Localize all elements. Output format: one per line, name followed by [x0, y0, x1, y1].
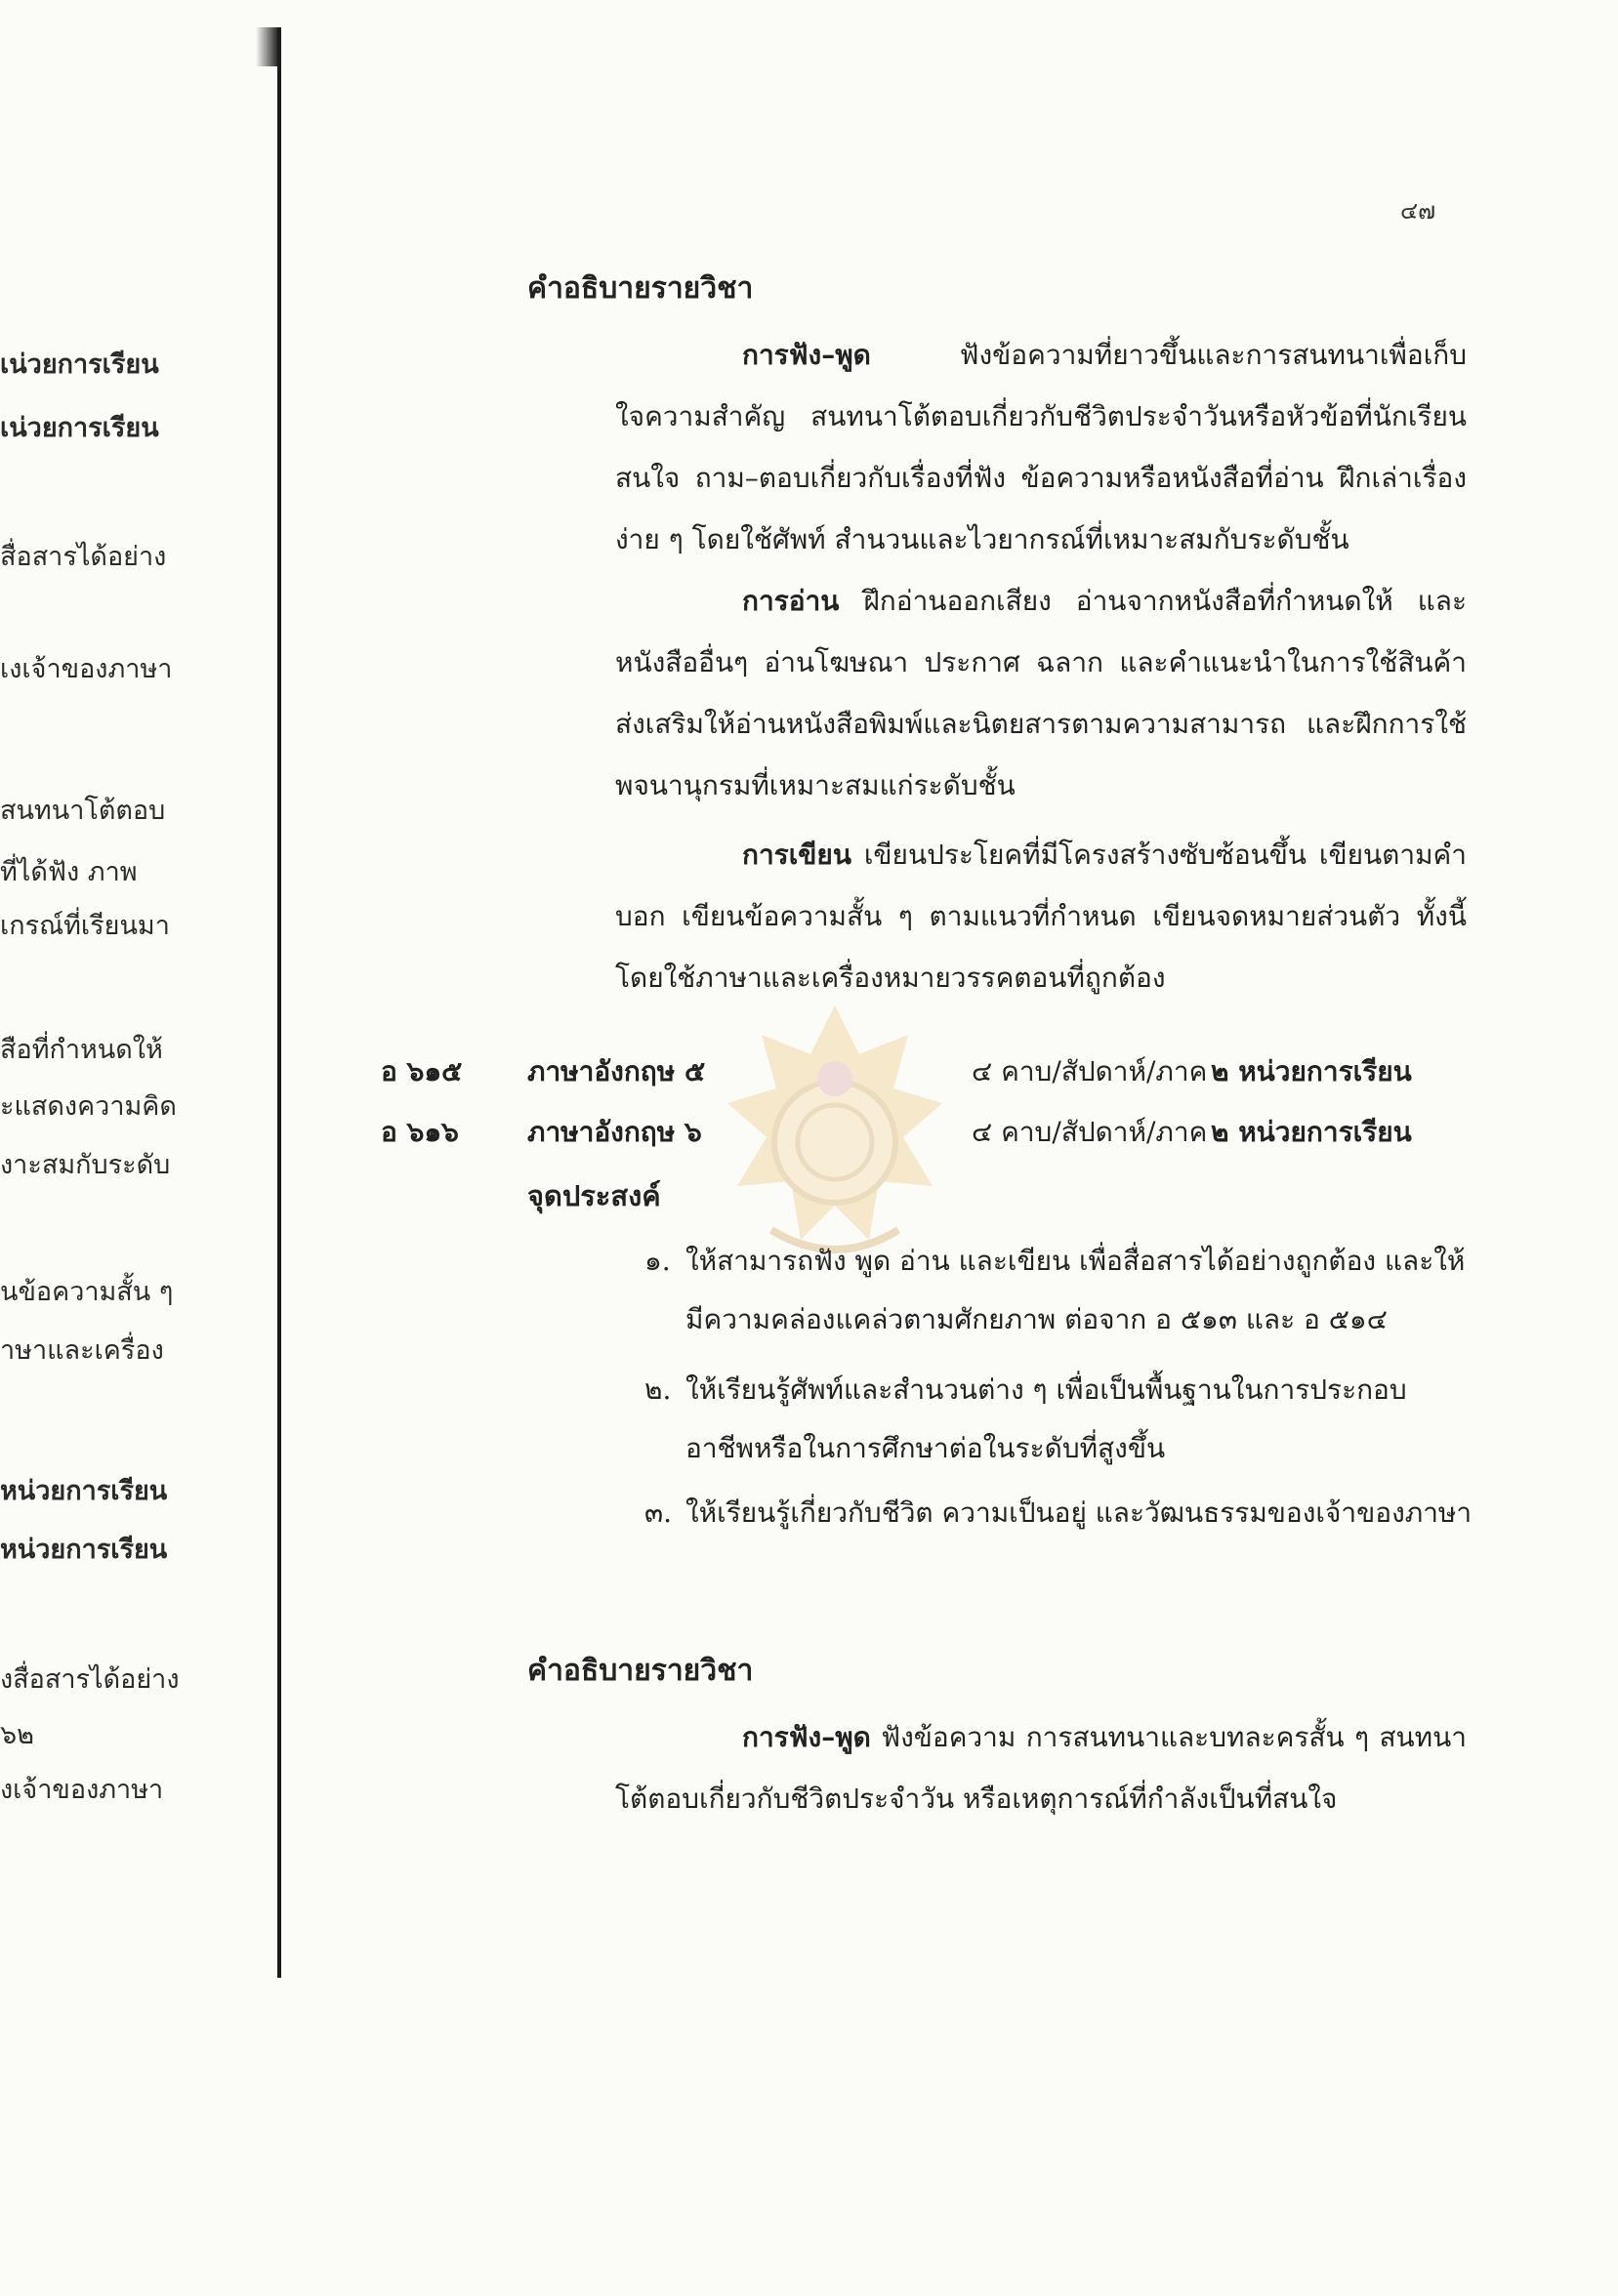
paragraph-lead: การฟัง–พูด — [742, 1721, 871, 1753]
objective-number: ๓. — [644, 1496, 673, 1529]
page-number: ๔๗ — [1400, 197, 1436, 225]
course-credits: ๒ หน่วยการเรียน — [1211, 1116, 1412, 1148]
margin-fragment: งสื่อสารได้อย่าง — [0, 1664, 180, 1695]
objective-number: ๑. — [644, 1245, 671, 1277]
margin-fragment: หน่วยการเรียน — [0, 1476, 168, 1506]
objective-number: ๒. — [644, 1374, 672, 1406]
margin-fragment: ะแสดงความคิด — [0, 1091, 177, 1122]
paragraph-text: ฟังข้อความ การสนทนาและบทละครสั้น ๆ สนทนาโต้ตอบเกี่ยวกับชีวิตประจำวัน หรือเหตุการณ์ที่กำลังเป็นที่สนใจ — [615, 1721, 1467, 1815]
objective-text: ให้สามารถฟัง พูด อ่าน และเขียน เพื่อสื่อสารได้อย่างถูกต้อง และให้มีความคล่องแคล่วตามศักยภาพ ต่อจาก อ ๕๑๓ และ อ ๕๑๔ — [685, 1245, 1466, 1335]
paragraph-listen-speak-2 — [615, 1706, 1467, 1829]
margin-fragment: นข้อความสั้น ๆ — [0, 1277, 174, 1307]
objective-text: ให้เรียนรู้ศัพท์และสำนวนต่าง ๆ เพื่อเป็นพื้นฐานในการประกอบอาชีพหรือในการศึกษาต่อในระดับที่สูงขึ้น — [685, 1374, 1407, 1464]
course-credits: ๒ หน่วยการเรียน — [1211, 1055, 1412, 1087]
objective-item — [644, 1484, 1474, 1601]
margin-fragment: สื่อสารได้อย่าง — [0, 542, 167, 572]
course-name: ภาษาอังกฤษ ๕ — [527, 1055, 706, 1087]
objectives-heading: จุดประสงค์ — [527, 1179, 661, 1212]
paragraph-text: ฟังข้อความที่ยาวขึ้นและการสนทนาเพื่อเก็บใจความสำคัญ สนทนาโต้ตอบเกี่ยวกับชีวิตประจำวันหรือหัวข้อที่นักเรียนสนใจ ถาม–ตอบเกี่ยวกับเรื่องที่ฟัง ข้อความหรือหนังสือที่อ่าน ฝึกเล่าเรื่องง่าย ๆ โดยใช้ศัพท์ สำนวนและไวยากรณ์ที่เหมาะสมกับระดับชั้น — [615, 339, 1467, 555]
paragraph-reading — [615, 570, 1467, 816]
course-row — [381, 1111, 1474, 1150]
paragraph-text: ฝึกอ่านออกเสียง อ่านจากหนังสือที่กำหนดให้ และหนังสืออื่นๆ อ่านโฆษณา ประกาศ ฉลาก และคำแนะนำในการใช้สินค้า ส่งเสริมให้อ่านหนังสือพิมพ์และนิตยสารตามความสามารถ และฝึกการใช้พจนานุกรมที่เหมาะสมแก่ระดับชั้น — [615, 585, 1467, 801]
margin-fragment: สนทนาโต้ตอบ — [0, 796, 166, 826]
objective-item — [644, 1232, 1474, 1349]
course-hours: ๔ คาบ/สัปดาห์/ภาค — [972, 1116, 1208, 1148]
course-name: ภาษาอังกฤษ ๖ — [527, 1116, 702, 1148]
margin-fragment: เน่วยการเรียน — [0, 413, 159, 443]
paragraph-text: เขียนประโยคที่มีโครงสร้างซับซ้อนขึ้น เขียนตามคำบอก เขียนข้อความสั้น ๆ ตามแนวที่กำหนด เขียนจดหมายส่วนตัว ทั้งนี้โดยใช้ภาษาและเครื่องหมายวรรคตอนที่ถูกต้อง — [615, 839, 1467, 994]
margin-fragment: ที่ได้ฟัง ภาพ — [0, 857, 138, 887]
paragraph-lead: การฟัง–พูด — [742, 339, 871, 371]
margin-fragment: เงเจ้าของภาษา — [0, 654, 173, 684]
margin-fragment: ๖๒ — [0, 1720, 34, 1750]
margin-fragment: งเจ้าของภาษา — [0, 1775, 164, 1805]
course-hours: ๔ คาบ/สัปดาห์/ภาค — [972, 1055, 1208, 1087]
margin-fragment: เน่วยการเรียน — [0, 349, 159, 380]
margin-fragment: งาะสมกับระดับ — [0, 1150, 171, 1180]
margin-fragment: หน่วยการเรียน — [0, 1535, 168, 1565]
objective-text: ให้เรียนรู้เกี่ยวกับชีวิต ความเป็นอยู่ และวัฒนธรรมของเจ้าของภาษา — [685, 1496, 1473, 1529]
course-row — [381, 1050, 1474, 1089]
margin-fragment: าษาและเครื่อง — [0, 1335, 164, 1366]
paragraph-lead: การอ่าน — [742, 585, 840, 617]
paragraph-writing — [615, 824, 1467, 1008]
objective-item — [644, 1361, 1474, 1478]
course-code: อ ๖๑๕ — [381, 1055, 463, 1087]
section-heading-2: คำอธิบายรายวิชา — [527, 1654, 754, 1688]
course-code: อ ๖๑๖ — [381, 1116, 459, 1148]
margin-fragment: สือที่กำหนดให้ — [0, 1035, 163, 1065]
paragraph-lead: การเขียน — [742, 839, 851, 871]
paragraph-listen-speak-1 — [615, 324, 1467, 570]
section-heading-1: คำอธิบายรายวิชา — [527, 271, 754, 306]
margin-fragment: เกรณ์ที่เรียนมา — [0, 911, 170, 941]
